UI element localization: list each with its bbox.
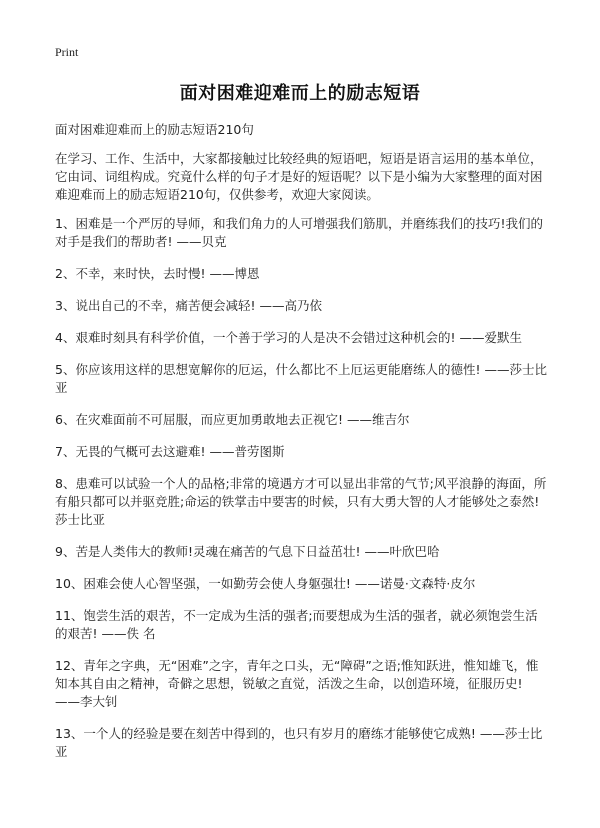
quote-item: 1、困难是一个严厉的导师，和我们角力的人可增强我们筋肌，并磨练我们的技巧!我们的对手是我们的帮助者! ——贝克 — [55, 216, 543, 249]
quote-item: 11、饱尝生活的艰苦，不一定成为生活的强者;而要想成为生活的强者，就必须饱尝生活的艰苦! ——佚 名 — [55, 608, 538, 641]
print-link[interactable]: Print — [55, 45, 79, 59]
page-title: 面对困难迎难而上的励志短语 — [179, 83, 421, 104]
quote-item: 8、患难可以试验一个人的品格;非常的境遇方才可以显出非常的气节;风平浪静的海面，所有船只都可以并驱竞胜;命运的铁掌击中要害的时候，只有大勇大智的人才能够处之泰然! 莎士比亚 — [55, 476, 547, 527]
quote-item: 13、一个人的经验是要在刻苦中得到的，也只有岁月的磨练才能够使它成熟! ——莎士比亚 — [55, 726, 543, 759]
quote-item: 3、说出自己的不幸，痛苦便会减轻! ——高乃依 — [55, 298, 322, 313]
page-subtitle: 面对困难迎难而上的励志短语210句 — [55, 122, 254, 137]
quote-item: 4、艰难时刻具有科学价值，一个善于学习的人是决不会错过这种机会的! ——爱默生 — [55, 330, 522, 345]
quote-item: 9、苦是人类伟大的教师!灵魂在痛苦的气息下日益茁壮! ——叶欣巴哈 — [55, 544, 440, 559]
quote-item: 5、你应该用这样的思想宽解你的厄运，什么都比不上厄运更能磨练人的德性! ——莎士比亚 — [55, 362, 547, 395]
quote-item: 6、在灾难面前不可屈服，而应更加勇敢地去正视它! ——维吉尔 — [55, 412, 410, 427]
intro-paragraph: 在学习、工作、生活中，大家都接触过比较经典的短语吧，短语是语言运用的基本单位，它由词、词组构成。究竟什么样的句子才是好的短语呢？以下是小编为大家整理的面对困难迎难而上的励志短语210句，仅供参考，欢迎大家阅读。 — [55, 151, 543, 202]
quote-item: 2、不幸，来时快，去时慢! ——博恩 — [55, 266, 260, 281]
quote-item: 10、困难会使人心智坚强，一如勤劳会使人身躯强壮! ——诺曼·文森特·皮尔 — [55, 576, 476, 591]
quote-item: 12、青年之字典，无“困难”之字，青年之口头，无“障碍”之语;惟知跃进，惟知雄飞，惟知本其自由之精神，奇僻之思想，锐敏之直觉，活泼之生命，以创造环境，征服历史! ——李大钊 — [55, 658, 539, 709]
quote-list — [55, 215, 550, 775]
quote-item: 7、无畏的气概可去这避难! ——普劳图斯 — [55, 444, 285, 459]
